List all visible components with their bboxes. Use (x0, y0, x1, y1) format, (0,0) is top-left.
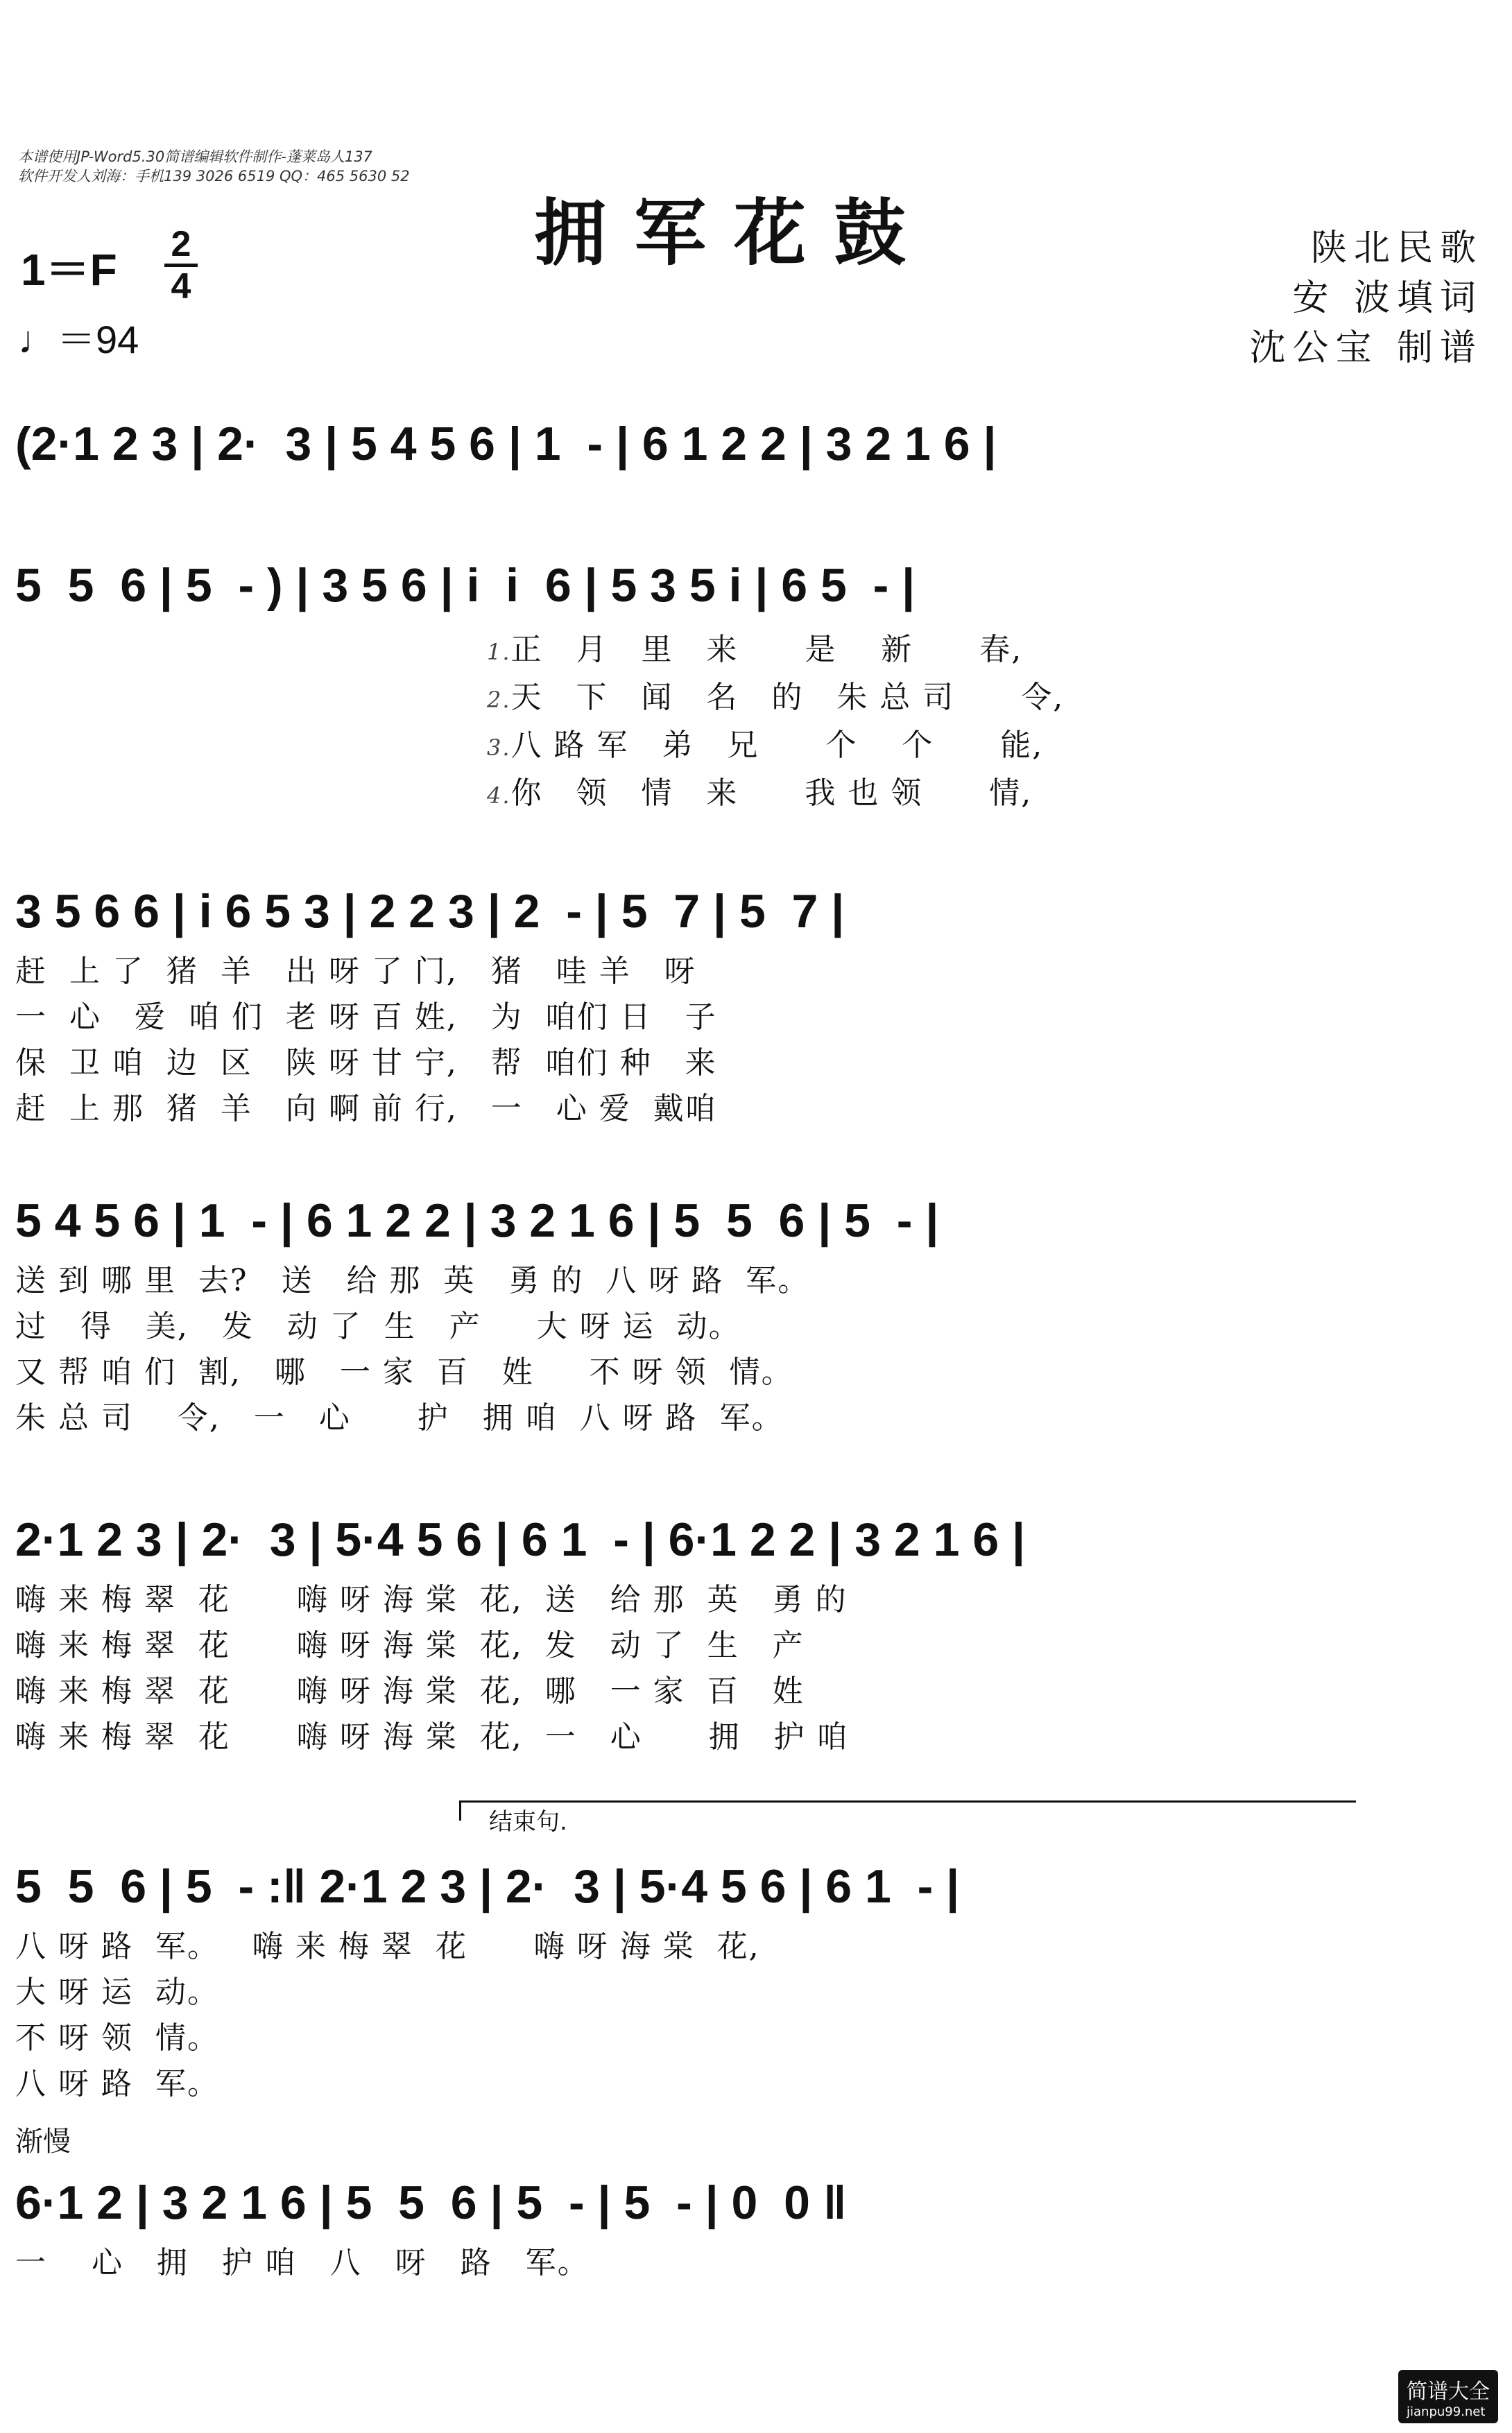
key-signature: 1＝F (21, 245, 117, 295)
system-2-lyrics (487, 627, 1500, 818)
lyric-line: 2.天 下 闻 名 的 朱 总 司 令, (487, 680, 1065, 715)
time-signature-top: 2 (171, 224, 191, 264)
system-3-notes: 3 5 6 6 | i 6 5 3 | 2 2 3 | 2 - | 5 7 | 5 7 | (15, 885, 845, 938)
system-7-notes: 6·1 2 | 3 2 1 6 | 5 5 6 | 5 - | 5 - | 0 0 ‖ (15, 2176, 847, 2229)
lyric-line: 赶 上 了 猪 羊 出 呀 了 门, 猪 哇 羊 呀 (15, 954, 696, 989)
system-2 (15, 558, 1500, 818)
lyric-line: 八 呀 路 军。 嗨 来 梅 翠 花 嗨 呀 海 棠 花, (15, 1929, 760, 1964)
lyric-line: 赶 上 那 猪 羊 向 啊 前 行, 一 心 爱 戴咱 (15, 1091, 717, 1126)
software-credit-line2: 软件开发人刘海：手机139 3026 6519 QQ：465 5630 52 (18, 168, 410, 184)
time-signature-bottom: 4 (171, 266, 191, 307)
system-6 (15, 1859, 1500, 2107)
lyric-line: 4.你 领 情 来 我 也 领 情, (487, 775, 1033, 811)
ending-bracket (459, 1800, 1356, 1836)
lyric-line: 3.八 路 军 弟 兄 个 个 能, (487, 728, 1044, 763)
lyric-line: 保 卫 咱 边 区 陕 呀 甘 宁, 帮 咱们 种 来 (15, 1045, 717, 1081)
software-credit-line1: 本谱使用JP-Word5.30简谱编辑软件制作-蓬莱岛人137 (18, 148, 372, 165)
tempo-mark: ♩＝94 (18, 318, 139, 361)
system-5-notes: 2·1 2 3 | 2· 3 | 5·4 5 6 | 6 1 - | 6·1 2 2 | 3 2 1 6 | (15, 1513, 1026, 1566)
system-5-lyrics (15, 1577, 1500, 1760)
lyric-line: 嗨 来 梅 翠 花 嗨 呀 海 棠 花, 一 心 拥 护 咱 (15, 1719, 849, 1755)
lyric-line: 一 心 拥 护 咱 八 呀 路 军。 (15, 2245, 590, 2280)
watermark-logo (1398, 2370, 1498, 2423)
system-2-notes: 5 5 6 | 5 - ) | 3 5 6 | i i 6 | 5 3 5 i | 6 5 - | (15, 559, 916, 612)
system-4-lyrics (15, 1258, 1500, 1441)
system-3 (15, 884, 1500, 1132)
attribution (1122, 223, 1483, 373)
arranger: 沈公宝 制谱 (1249, 327, 1483, 369)
lyric-line: 八 呀 路 军。 (15, 2066, 219, 2101)
lyric-line: 又 帮 咱 们 割, 哪 一 家 百 姓 不 呀 领 情。 (15, 1355, 793, 1390)
lyric-line: 一 心 爱 咱 们 老 呀 百 姓, 为 咱们 日 子 (15, 999, 717, 1035)
system-1-notes: (2·1 2 3 | 2· 3 | 5 4 5 6 | 1 - | 6 1 2 2 | 3 2 1 6 | (15, 418, 997, 470)
ritardando-mark: 渐慢 (15, 2126, 71, 2158)
lyric-line: 嗨 来 梅 翠 花 嗨 呀 海 棠 花, 哪 一 家 百 姓 (15, 1674, 805, 1709)
system-7 (15, 2175, 1500, 2286)
lyric-line: 朱 总 司 令, 一 心 护 拥 咱 八 呀 路 军。 (15, 1400, 784, 1436)
time-signature (157, 224, 205, 307)
system-7-lyrics (15, 2240, 1500, 2286)
lyric-line: 1.正 月 里 来 是 新 春, (487, 632, 1023, 667)
system-6-lyrics (15, 1924, 1500, 2107)
lyric-line: 送 到 哪 里 去? 送 给 那 英 勇 的 八 呀 路 军。 (15, 1263, 810, 1298)
origin: 陕北民歌 (1310, 227, 1483, 269)
lyric-line: 嗨 来 梅 翠 花 嗨 呀 海 棠 花, 送 给 那 英 勇 的 (15, 1582, 848, 1617)
ending-label: 结束句. (489, 1808, 567, 1836)
watermark-url: jianpu99.net (1407, 2405, 1486, 2419)
system-1 (15, 416, 1500, 472)
system-3-lyrics (15, 949, 1500, 1132)
system-4-notes: 5 4 5 6 | 1 - | 6 1 2 2 | 3 2 1 6 | 5 5 6 | 5 - | (15, 1194, 939, 1247)
lyric-line: 嗨 来 梅 翠 花 嗨 呀 海 棠 花, 发 动 了 生 产 (15, 1628, 805, 1663)
lyric-line: 大 呀 运 动。 (15, 1975, 219, 2010)
system-4 (15, 1193, 1500, 1441)
lyricist: 安 波填词 (1292, 277, 1483, 319)
system-6-notes: 5 5 6 | 5 - :‖ 2·1 2 3 | 2· 3 | 5·4 5 6 | 6 1 - | (15, 1860, 960, 1913)
song-title: 拥军花鼓 (534, 190, 934, 275)
watermark-brand: 简谱大全 (1407, 2380, 1490, 2404)
system-5 (15, 1512, 1500, 1760)
lyric-line: 过 得 美, 发 动 了 生 产 大 呀 运 动。 (15, 1309, 741, 1344)
lyric-line: 不 呀 领 情。 (15, 2020, 219, 2056)
